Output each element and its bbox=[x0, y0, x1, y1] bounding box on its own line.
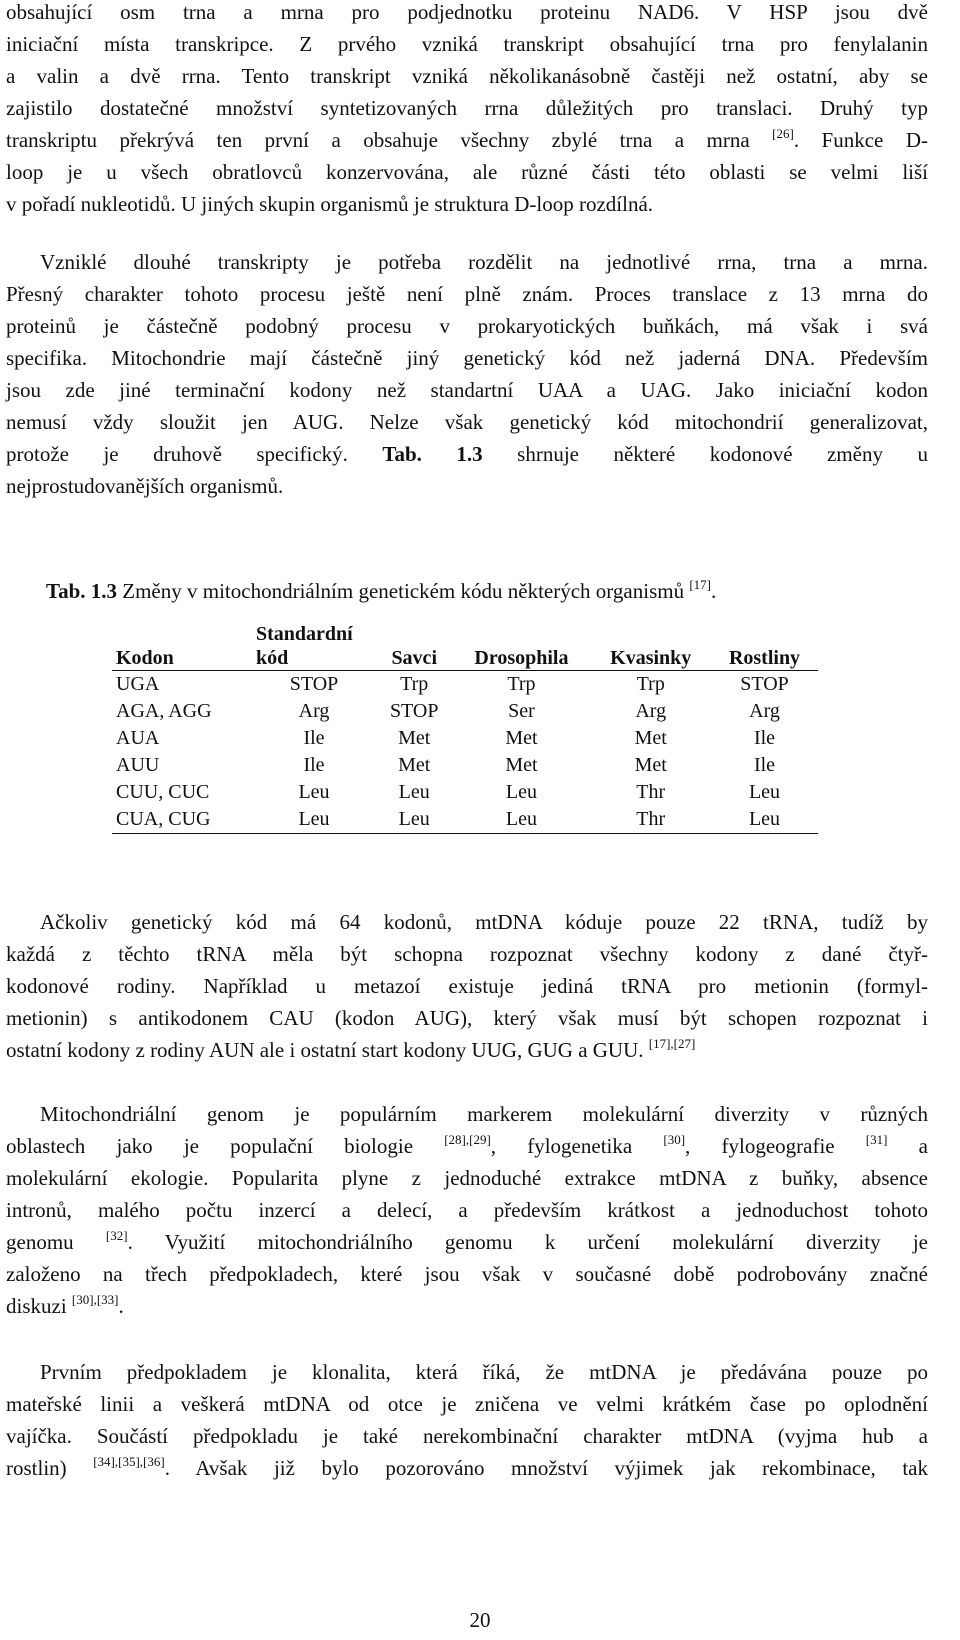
text-fragment: . Využití mitochondriálního genomu k určení molekulární diverzity je bbox=[127, 1230, 928, 1254]
text-line: Vzniklé dlouhé transkripty je potřeba rozdělit na jednotlivé rrna, trna a mrna. bbox=[40, 250, 928, 274]
header-kodon: Kodon bbox=[116, 647, 174, 669]
table-cell: Ile bbox=[753, 727, 776, 749]
citation: [30],[33] bbox=[71, 1292, 119, 1307]
table-cell: Met bbox=[398, 727, 431, 749]
table-cell: Met bbox=[505, 754, 538, 776]
table-cell: STOP bbox=[289, 673, 339, 695]
caption-end: . bbox=[711, 579, 717, 603]
table-cell: Arg bbox=[749, 700, 780, 722]
citation: [32] bbox=[105, 1228, 128, 1243]
text-line: zajistilo dostatečné množství syntetizovaných rrna důležitých pro translaci. Druhý typ bbox=[6, 96, 928, 120]
table-cell: Met bbox=[398, 754, 431, 776]
table-cell: Trp bbox=[400, 673, 429, 695]
text-line: obsahující osm trna a mrna pro podjednotku proteinu NAD6. V HSP jsou dvě bbox=[6, 0, 928, 24]
table-cell: Trp bbox=[507, 673, 536, 695]
text-line: metionin) s antikodonem CAU (kodon AUG), který však musí být schopen rozpoznat i bbox=[6, 1006, 928, 1030]
text-line: jsou zde jiné terminační kodony než standartní UAA a UAG. Jako iniciační kodon bbox=[6, 378, 928, 402]
table-cell: Trp bbox=[636, 673, 665, 695]
table-row bbox=[112, 671, 818, 699]
table-cell: Met bbox=[505, 727, 538, 749]
text-line: Přesný charakter tohoto procesu ještě není plně znám. Proces translace z 13 mrna do bbox=[6, 282, 928, 306]
text-line: proteinů je částečně podobný procesu v prokaryotických buňkách, má však i svá bbox=[6, 314, 928, 338]
table-caption bbox=[46, 579, 716, 604]
header-standard: Standardní kód bbox=[256, 623, 353, 669]
paragraph-5 bbox=[6, 1356, 928, 1484]
text-line: Mitochondriální genom je populárním markerem molekulární diverzity v různých bbox=[40, 1102, 928, 1126]
citation: [30] bbox=[663, 1132, 686, 1147]
citation: [34],[35],[36] bbox=[93, 1454, 165, 1469]
table-cell: Ser bbox=[508, 700, 535, 722]
table-cell: STOP bbox=[740, 673, 789, 695]
table-row bbox=[112, 752, 818, 779]
text-fragment: . bbox=[118, 1294, 124, 1318]
text-line: Ačkoliv genetický kód má 64 kodonů, mtDNA kóduje pouze 22 tRNA, tudíž by bbox=[40, 910, 928, 934]
text-line bbox=[6, 1290, 928, 1322]
table-reference: Tab. 1.3 bbox=[382, 442, 483, 466]
text-fragment: a bbox=[887, 1134, 928, 1158]
text-line: loop je u všech obratlovců konzervována, ale různé části této oblasti se velmi liší bbox=[6, 160, 928, 184]
table-cell: Thr bbox=[636, 808, 666, 830]
text-line bbox=[6, 1226, 928, 1258]
table-cell: Leu bbox=[298, 808, 330, 830]
table-cell: UGA bbox=[116, 673, 160, 695]
table-cell: Thr bbox=[636, 781, 666, 803]
table-cell: Ile bbox=[753, 754, 776, 776]
text-fragment: shrnuje některé kodonové změny u bbox=[482, 442, 928, 466]
table-row bbox=[112, 779, 818, 806]
citation: [28],[29] bbox=[444, 1132, 491, 1147]
text-fragment: . Funkce D- bbox=[793, 128, 928, 152]
paragraph-3 bbox=[6, 906, 928, 1066]
text-line: a valin a dvě rrna. Tento transkript vzniká několikanásobně častěji než ostatní, aby se bbox=[6, 64, 928, 88]
text-fragment: transkriptu překrývá ten první a obsahuje všechny zbylé trna a mrna bbox=[6, 128, 750, 152]
table-cell: Leu bbox=[505, 808, 537, 830]
caption-text: Změny v mitochondriálním genetickém kódu některých organismů bbox=[117, 579, 690, 603]
text-line: kodonové rodiny. Například u metazoí existuje jediná tRNA pro metionin (formyl- bbox=[6, 974, 928, 998]
citation: [17] bbox=[689, 577, 711, 592]
header-rostliny: Rostliny bbox=[728, 647, 801, 669]
table-cell: Arg bbox=[635, 700, 667, 722]
table-row bbox=[112, 725, 818, 752]
text-line bbox=[6, 1452, 928, 1484]
text-line bbox=[6, 438, 928, 470]
text-line: založeno na třech předpokladech, které jsou však v současné době podrobovány značné bbox=[6, 1262, 928, 1286]
table-cell: AUA bbox=[116, 727, 160, 749]
table-cell: Leu bbox=[398, 781, 430, 803]
codon-table bbox=[112, 622, 818, 834]
table-cell: AUU bbox=[116, 754, 160, 776]
text-line: vajíčka. Součástí předpokladu je také nerekombinační charakter mtDNA (vyjma hub a bbox=[6, 1424, 928, 1448]
text-fragment: protože je druhově specifický. bbox=[6, 442, 348, 466]
text-line: specifika. Mitochondrie mají částečně jiný genetický kód než jaderná DNA. Především bbox=[6, 346, 928, 370]
table-cell: Leu bbox=[505, 781, 537, 803]
header-drosophila: Drosophila bbox=[474, 647, 569, 669]
page-number: 20 bbox=[469, 1608, 491, 1632]
table-cell: Leu bbox=[748, 808, 781, 830]
table-cell: Leu bbox=[298, 781, 330, 803]
text-fragment: ostatní kodony z rodiny AUN ale i ostatní start kodony UUG, GUG a GUU. bbox=[6, 1038, 644, 1062]
citation: [17],[27] bbox=[648, 1036, 696, 1051]
text-line: molekulární ekologie. Popularita plyne z jednoduché extrakce mtDNA z buňky, absence bbox=[6, 1166, 928, 1190]
paragraph-4 bbox=[6, 1098, 928, 1322]
text-line: v pořadí nukleotidů. U jiných skupin organismů je struktura D-loop rozdílná. bbox=[6, 192, 654, 216]
text-line: nemusí vždy sloužit jen AUG. Nelze však genetický kód mitochondrií generalizovat, bbox=[6, 410, 928, 434]
text-fragment: oblastech jako je populační biologie bbox=[6, 1134, 445, 1158]
paragraph-2 bbox=[6, 246, 928, 502]
paragraph-1 bbox=[6, 0, 928, 220]
table-row bbox=[112, 698, 818, 725]
text-fragment: , fylogeografie bbox=[685, 1134, 866, 1158]
table-cell: AGA, AGG bbox=[116, 700, 212, 722]
text-line: intronů, malého počtu inzercí a delecí, a především krátkost a jednoduchost tohoto bbox=[6, 1198, 928, 1222]
table-cell: Met bbox=[634, 727, 667, 749]
text-fragment: diskuzi bbox=[6, 1294, 72, 1318]
text-fragment: . Avšak již bylo pozorováno množství výjimek jak rekombinace, tak bbox=[164, 1456, 928, 1480]
table-row bbox=[112, 806, 818, 834]
caption-label: Tab. 1.3 bbox=[46, 579, 118, 603]
table-cell: Met bbox=[634, 754, 667, 776]
header-kvasinky: Kvasinky bbox=[610, 647, 692, 669]
table-cell: CUU, CUC bbox=[116, 781, 210, 803]
text-line bbox=[6, 1034, 928, 1066]
table-cell: Ile bbox=[303, 754, 325, 776]
table-cell: CUA, CUG bbox=[116, 808, 211, 830]
text-fragment: , fylogenetika bbox=[490, 1134, 664, 1158]
table-cell: Ile bbox=[303, 727, 325, 749]
text-line: mateřské linii a veškerá mtDNA od otce je zničena ve velmi krátkém čase po oplodnění bbox=[6, 1392, 928, 1416]
table-cell: STOP bbox=[389, 700, 439, 722]
citation: [26] bbox=[772, 126, 794, 141]
text-line bbox=[6, 1130, 928, 1162]
text-fragment: genomu bbox=[6, 1230, 106, 1254]
text-line: každá z těchto tRNA měla být schopna rozpoznat všechny kodony z dané čtyř- bbox=[6, 942, 928, 966]
table-cell: Leu bbox=[748, 781, 781, 803]
text-line: Prvním předpokladem je klonalita, která říká, že mtDNA je předávána pouze po bbox=[40, 1360, 928, 1384]
text-line: nejprostudovanějších organismů. bbox=[6, 474, 284, 498]
table-cell: Arg bbox=[298, 700, 330, 722]
text-line bbox=[6, 124, 928, 156]
table-header-row bbox=[112, 622, 818, 671]
text-fragment: rostlin) bbox=[6, 1456, 94, 1480]
header-savci: Savci bbox=[391, 647, 437, 669]
table-cell: Leu bbox=[398, 808, 430, 830]
citation: [31] bbox=[865, 1132, 888, 1147]
text-line: iniciační místa transkripce. Z prvého vzniká transkript obsahující trna pro fenylalanin bbox=[6, 32, 928, 56]
